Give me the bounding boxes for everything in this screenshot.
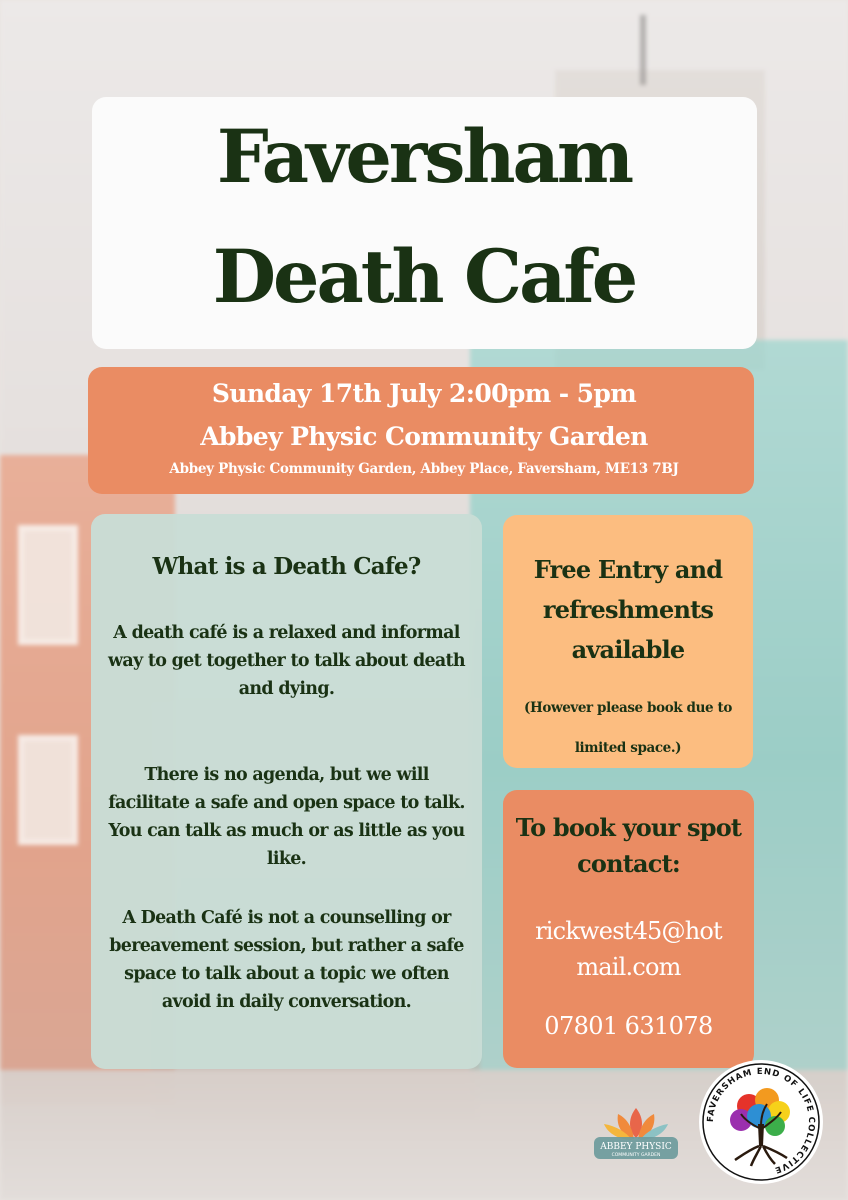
- free-entry-note: (However please book due to limited space.): [524, 700, 732, 756]
- collective-logo-name: FAVERSHAM END OF LIFE COLLECTIVE: [705, 1066, 817, 1176]
- info-heading: What is a Death Cafe?: [152, 553, 421, 580]
- booking-email-line1: rickwest45@hot: [535, 917, 722, 945]
- background-window: [18, 525, 78, 645]
- abbey-physic-logo: [588, 1104, 684, 1162]
- end-of-life-collective-logo: [697, 1058, 825, 1186]
- abbey-logo-name: ABBEY PHYSIC: [600, 1142, 672, 1152]
- background-window: [18, 735, 78, 845]
- poster-title-line2: Death Cafe: [212, 234, 636, 320]
- booking-email-line2: mail.com: [576, 953, 681, 981]
- info-paragraph: A Death Café is not a counselling or bereavement session, but rather a safe space to talk about a topic we often avoid in daily conversation.: [109, 908, 464, 1012]
- booking-email[interactable]: [503, 913, 754, 985]
- background-spire: [640, 15, 646, 85]
- event-venue: Abbey Physic Community Garden: [200, 422, 648, 451]
- info-paragraph: There is no agenda, but we will facilitate a safe and open space to talk. You can talk as much or as little as you like.: [108, 765, 465, 869]
- booking-phone[interactable]: 07801 631078: [544, 1012, 713, 1040]
- free-entry-title: Free Entry and refreshments available: [533, 555, 723, 664]
- event-address: Abbey Physic Community Garden, Abbey Place, Faversham, ME13 7BJ: [169, 461, 679, 477]
- booking-title: To book your spot contact:: [515, 813, 742, 878]
- poster-title-line1: Faversham: [216, 114, 632, 200]
- abbey-logo-sub: COMMUNITY GARDEN: [611, 1153, 661, 1158]
- info-paragraph: A death café is a relaxed and informal way to get together to talk about death and dying.: [108, 623, 465, 699]
- event-datetime: Sunday 17th July 2:00pm - 5pm: [211, 379, 637, 408]
